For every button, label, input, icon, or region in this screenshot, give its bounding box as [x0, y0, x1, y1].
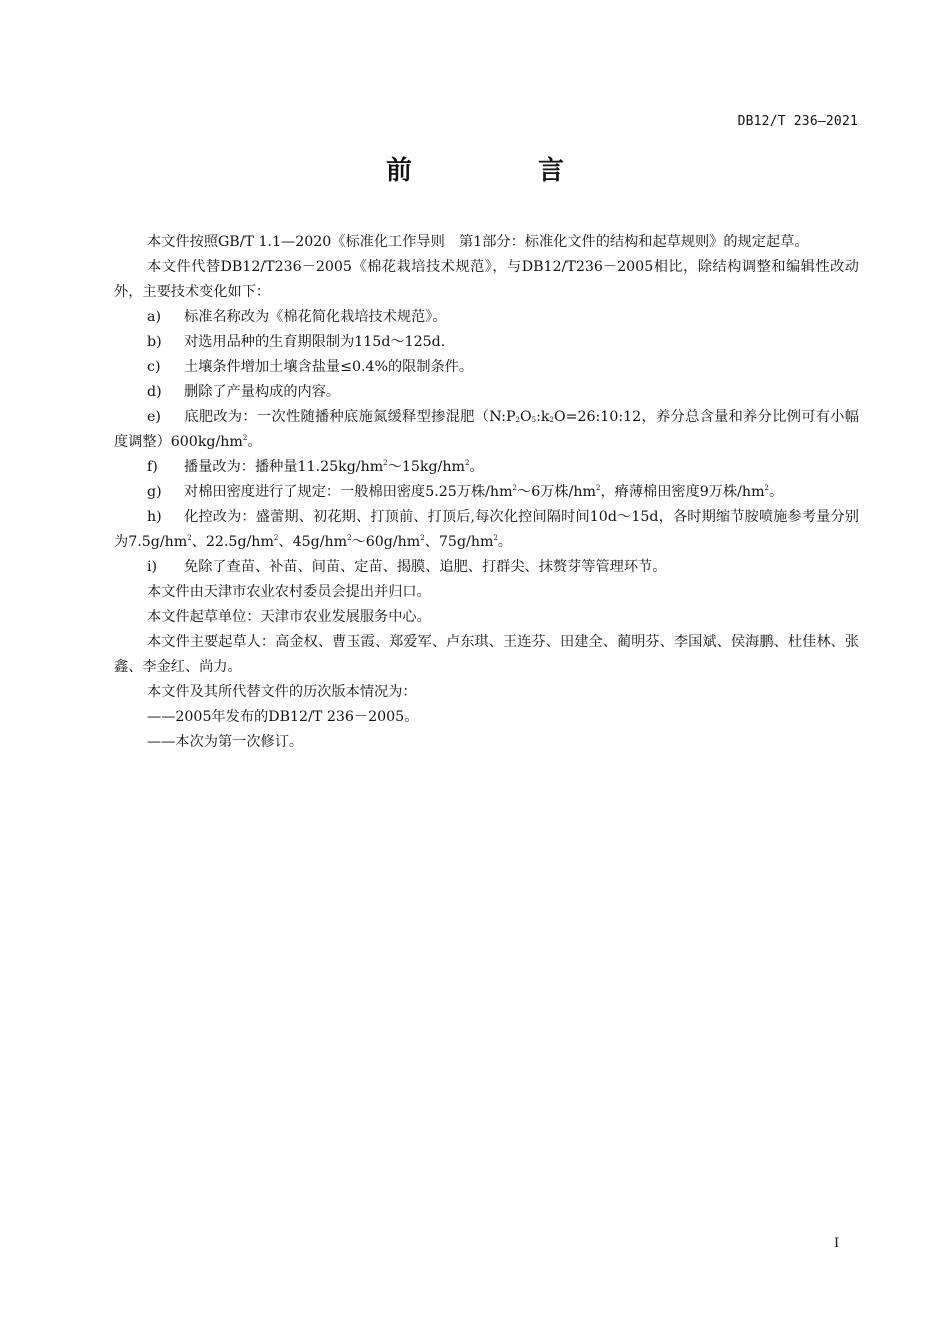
paragraph-proposer: 本文件由天津市农业农村委员会提出并归口。	[147, 584, 431, 600]
list-item-text: 免除了查苗、补苗、间苗、定苗、揭膜、追肥、打群尖、抹赘芽等管理环节。	[184, 559, 667, 575]
list-item-label: h)	[147, 509, 162, 525]
page-title: 前 言	[385, 156, 614, 186]
superscript: 2	[187, 534, 192, 542]
list-item-text: 删除了产量构成的内容。	[184, 384, 341, 400]
superscript: 2	[493, 534, 498, 542]
list-item-text: ～15kg/hm	[387, 459, 465, 475]
list-item-label: i)	[147, 559, 158, 575]
list-item-text: 对选用品种的生育期限制为115d～125d.	[184, 334, 446, 350]
list-item-text: 底肥改为：一次性随播种底施氮缓释型掺混肥（N:P	[184, 409, 516, 425]
list-item-a	[114, 305, 859, 330]
list-item-label: e)	[147, 409, 161, 425]
paragraph-drafting-unit: 本文件起草单位：天津市农业发展服务中心。	[147, 609, 431, 625]
list-item-label: a)	[147, 309, 161, 325]
list-item-text: :k	[536, 409, 550, 425]
document-body	[114, 230, 859, 755]
list-item-label: g)	[147, 484, 162, 500]
superscript: 2	[512, 484, 517, 492]
list-item-text: ，瘠薄棉田密度9万株/hm	[600, 484, 765, 500]
document-code: DB12/T 236—2021	[737, 114, 858, 129]
list-item-f	[114, 455, 859, 480]
list-item-text: O	[519, 409, 532, 425]
list-item-text: 化控改为：盛蕾期、初花期、打顶前、打顶后,每次化控间隔时间10d～15d，各时期缩节胺喷施参考量分别为7.5g/hm	[114, 509, 859, 550]
superscript: 2	[420, 534, 425, 542]
list-item-label: b)	[147, 334, 162, 350]
subscript: 5	[531, 416, 537, 424]
paragraph-version-history: 本文件及其所代替文件的历次版本情况为：	[147, 684, 417, 700]
list-item-b	[114, 330, 859, 355]
superscript: 2	[347, 534, 352, 542]
list-item-label: d)	[147, 384, 162, 400]
list-item-text: 土壤条件增加土壤含盐量≤0.4%的限制条件。	[184, 359, 474, 375]
version-history-item: ——2005年发布的DB12/T 236－2005。	[147, 709, 419, 725]
list-item-h	[114, 505, 859, 555]
superscript: 2	[242, 434, 248, 442]
superscript: 2	[464, 459, 470, 467]
paragraph-drafting-basis: 本文件按照GB/T 1.1—2020《标准化工作导则 第1部分：标准化文件的结构和起草规则》的规定起草。	[147, 234, 809, 250]
subscript: 2	[549, 416, 554, 424]
list-item-text: 。	[497, 534, 513, 550]
subscript: 2	[515, 416, 520, 424]
list-item-e	[114, 405, 859, 455]
list-item-text: ～6万株/hm	[517, 484, 596, 500]
list-item-text: O=26:10:12，养分总含量和养分比例可有小幅度调整）600kg/hm	[114, 409, 859, 450]
list-item-text: 、22.5g/hm	[191, 534, 274, 550]
list-item-text: 、75g/hm	[424, 534, 494, 550]
superscript: 2	[595, 484, 601, 492]
page-number: I	[834, 1236, 840, 1251]
list-item-text: 。	[247, 434, 262, 450]
paragraph-replacement: 本文件代替DB12/T236－2005《棉花栽培技术规范》，与DB12/T236－2005相比，除结构调整和编辑性改动外，主要技术变化如下：	[114, 259, 859, 300]
list-item-text: 。	[469, 459, 484, 475]
list-item-text: 、45g/hm	[278, 534, 348, 550]
superscript: 2	[764, 484, 769, 492]
list-item-g	[114, 480, 859, 505]
superscript: 2	[383, 459, 388, 467]
list-item-text: 对棉田密度进行了规定：一般棉田密度5.25万株/hm	[184, 484, 513, 500]
list-item-label: f)	[147, 459, 158, 475]
list-item-text: 标准名称改为《棉花简化栽培技术规范》。	[184, 309, 447, 325]
list-item-text: ～60g/hm	[351, 534, 421, 550]
list-item-label: c)	[147, 359, 161, 375]
list-item-c	[114, 355, 859, 380]
version-history-item: ——本次为第一次修订。	[147, 734, 304, 750]
list-item-d	[114, 380, 859, 405]
paragraph-drafters: 本文件主要起草人：高金权、曹玉霞、郑爱军、卢东琪、王连芬、田建全、蔺明芬、李国斌、侯海鹏、杜佳林、张鑫、李金红、尚力。	[114, 634, 859, 675]
superscript: 2	[273, 534, 279, 542]
list-item-i	[114, 555, 859, 580]
list-item-text: 。	[769, 484, 784, 500]
list-item-text: 播量改为：播种量11.25kg/hm	[184, 459, 384, 475]
